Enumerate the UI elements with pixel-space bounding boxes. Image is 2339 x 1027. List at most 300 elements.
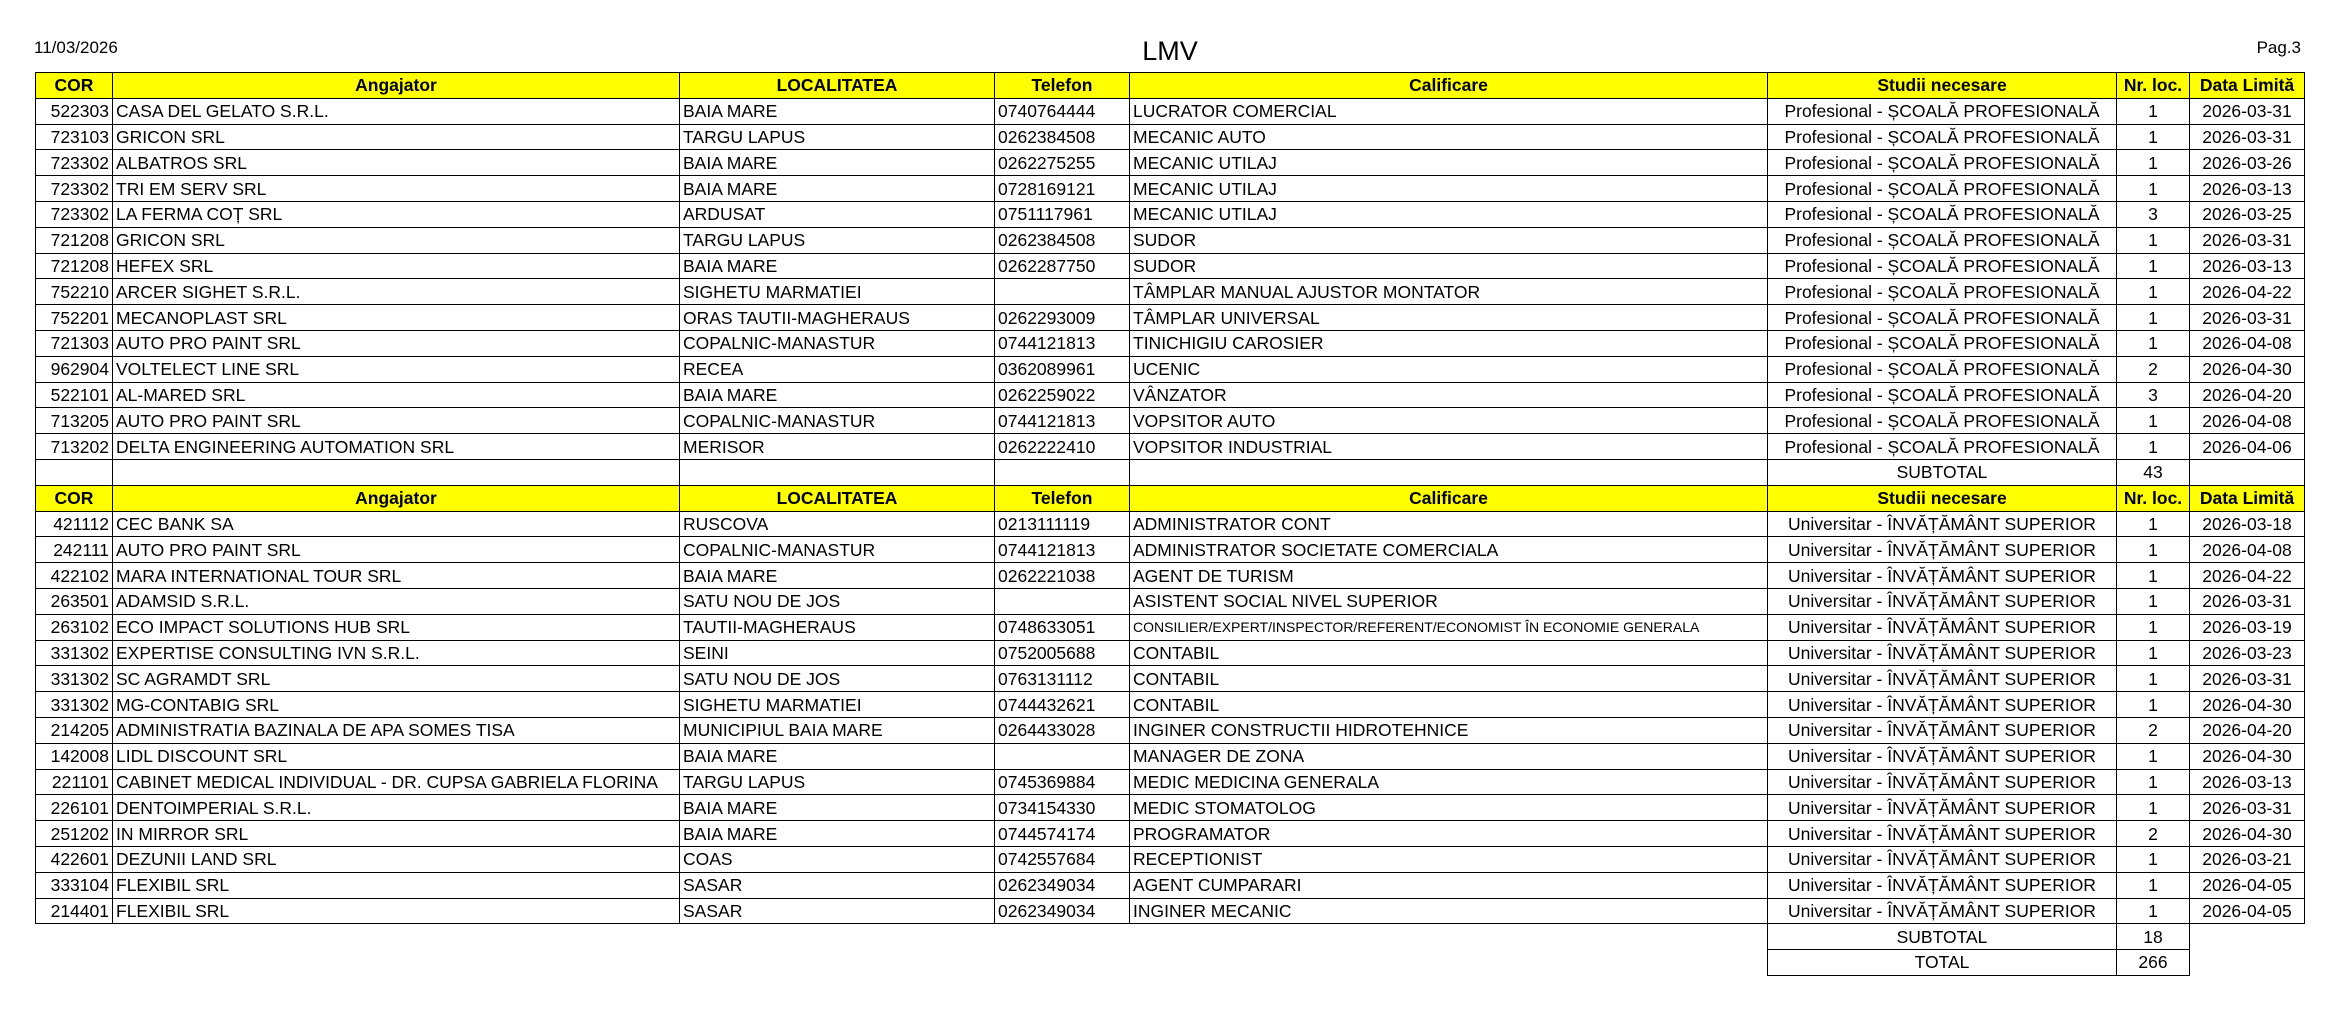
cell-data-limita: 2026-03-19	[2190, 614, 2305, 640]
cell-data-limita: 2026-04-05	[2190, 872, 2305, 898]
cell-studii: Profesional - ȘCOALĂ PROFESIONALĂ	[1768, 150, 2117, 176]
empty-cell	[113, 950, 680, 976]
empty-cell	[113, 924, 680, 950]
column-header-calificare: Calificare	[1130, 485, 1768, 511]
cell-localitate: RUSCOVA	[680, 511, 995, 537]
cell-nr-loc: 1	[2117, 563, 2190, 589]
cell-studii: Universitar - ÎNVĂȚĂMÂNT SUPERIOR	[1768, 898, 2117, 924]
cell-telefon: 0262384508	[995, 227, 1130, 253]
cell-localitate: COPALNIC-MANASTUR	[680, 408, 995, 434]
cell-cor: 263501	[36, 588, 113, 614]
cell-localitate: SEINI	[680, 640, 995, 666]
cell-calificare: CONTABIL	[1130, 666, 1768, 692]
cell-calificare: CONSILIER/EXPERT/INSPECTOR/REFERENT/ECONOMIST ÎN ECONOMIE GENERALA	[1130, 614, 1768, 640]
column-header-studii: Studii necesare	[1768, 73, 2117, 99]
empty-cell	[113, 459, 680, 485]
cell-nr-loc: 1	[2117, 253, 2190, 279]
report-date: 11/03/2026	[34, 38, 118, 57]
table-row	[36, 769, 2305, 795]
cell-data-limita: 2026-04-05	[2190, 898, 2305, 924]
cell-telefon: 0362089961	[995, 356, 1130, 382]
cell-telefon: 0262384508	[995, 124, 1130, 150]
cell-nr-loc: 1	[2117, 408, 2190, 434]
table-row	[36, 666, 2305, 692]
cell-studii: Profesional - ȘCOALĂ PROFESIONALĂ	[1768, 408, 2117, 434]
cell-studii: Profesional - ȘCOALĂ PROFESIONALĂ	[1768, 356, 2117, 382]
cell-angajator: MARA INTERNATIONAL TOUR SRL	[113, 563, 680, 589]
cell-nr-loc: 1	[2117, 330, 2190, 356]
cell-angajator: CASA DEL GELATO S.R.L.	[113, 98, 680, 124]
cell-localitate: BAIA MARE	[680, 176, 995, 202]
empty-cell	[36, 459, 113, 485]
cell-nr-loc: 1	[2117, 846, 2190, 872]
cell-telefon: 0262275255	[995, 150, 1130, 176]
cell-calificare: CONTABIL	[1130, 640, 1768, 666]
cell-calificare: VÂNZATOR	[1130, 382, 1768, 408]
cell-calificare: SUDOR	[1130, 253, 1768, 279]
cell-data-limita: 2026-04-20	[2190, 382, 2305, 408]
cell-telefon: 0262349034	[995, 898, 1130, 924]
cell-localitate: COPALNIC-MANASTUR	[680, 537, 995, 563]
cell-cor: 721303	[36, 330, 113, 356]
table-row	[36, 434, 2305, 460]
cell-angajator: LIDL DISCOUNT SRL	[113, 743, 680, 769]
cell-data-limita: 2026-03-23	[2190, 640, 2305, 666]
cell-nr-loc: 1	[2117, 588, 2190, 614]
cell-localitate: COPALNIC-MANASTUR	[680, 330, 995, 356]
cell-telefon: 0213111119	[995, 511, 1130, 537]
report-title: LMV	[1142, 36, 1198, 66]
cell-nr-loc: 1	[2117, 872, 2190, 898]
subtotal-row-1-label: SUBTOTAL	[1768, 459, 2117, 485]
table-row	[36, 640, 2305, 666]
cell-cor: 221101	[36, 769, 113, 795]
cell-cor: 263102	[36, 614, 113, 640]
cell-cor: 251202	[36, 821, 113, 847]
cell-telefon: 0763131112	[995, 666, 1130, 692]
cell-telefon	[995, 743, 1130, 769]
cell-cor: 723302	[36, 201, 113, 227]
cell-calificare: MANAGER DE ZONA	[1130, 743, 1768, 769]
cell-data-limita: 2026-03-21	[2190, 846, 2305, 872]
cell-telefon: 0262259022	[995, 382, 1130, 408]
column-header-localitate: LOCALITATEA	[680, 73, 995, 99]
cell-calificare: MEDIC MEDICINA GENERALA	[1130, 769, 1768, 795]
cell-calificare: AGENT DE TURISM	[1130, 563, 1768, 589]
cell-telefon: 0728169121	[995, 176, 1130, 202]
cell-angajator: ADAMSID S.R.L.	[113, 588, 680, 614]
column-header-data-limita: Data Limită	[2190, 485, 2305, 511]
empty-cell	[36, 950, 113, 976]
table-row	[36, 563, 2305, 589]
cell-nr-loc: 1	[2117, 150, 2190, 176]
cell-studii: Profesional - ȘCOALĂ PROFESIONALĂ	[1768, 330, 2117, 356]
cell-cor: 331302	[36, 692, 113, 718]
cell-studii: Profesional - ȘCOALĂ PROFESIONALĂ	[1768, 124, 2117, 150]
cell-calificare: CONTABIL	[1130, 692, 1768, 718]
cell-localitate: ORAS TAUTII-MAGHERAUS	[680, 305, 995, 331]
cell-studii: Profesional - ȘCOALĂ PROFESIONALĂ	[1768, 253, 2117, 279]
cell-cor: 422102	[36, 563, 113, 589]
cell-calificare: VOPSITOR INDUSTRIAL	[1130, 434, 1768, 460]
cell-calificare: ADMINISTRATOR SOCIETATE COMERCIALA	[1130, 537, 1768, 563]
cell-studii: Profesional - ȘCOALĂ PROFESIONALĂ	[1768, 227, 2117, 253]
subtotal-row-2	[36, 924, 2305, 950]
cell-telefon: 0742557684	[995, 846, 1130, 872]
cell-telefon: 0262222410	[995, 434, 1130, 460]
table-body	[36, 73, 2305, 976]
cell-data-limita: 2026-04-30	[2190, 821, 2305, 847]
cell-studii: Universitar - ÎNVĂȚĂMÂNT SUPERIOR	[1768, 563, 2117, 589]
cell-localitate: MERISOR	[680, 434, 995, 460]
cell-nr-loc: 1	[2117, 124, 2190, 150]
subtotal-row-2-value: 18	[2117, 924, 2190, 950]
cell-studii: Universitar - ÎNVĂȚĂMÂNT SUPERIOR	[1768, 614, 2117, 640]
cell-telefon: 0264433028	[995, 717, 1130, 743]
cell-calificare: MEDIC STOMATOLOG	[1130, 795, 1768, 821]
cell-cor: 226101	[36, 795, 113, 821]
cell-angajator: ARCER SIGHET S.R.L.	[113, 279, 680, 305]
empty-cell	[2190, 459, 2305, 485]
empty-cell	[1130, 950, 1768, 976]
cell-cor: 962904	[36, 356, 113, 382]
cell-cor: 214401	[36, 898, 113, 924]
total-row	[36, 950, 2305, 976]
job-vacancies-table	[35, 72, 2305, 976]
subtotal-row-1-value: 43	[2117, 459, 2190, 485]
table-row	[36, 253, 2305, 279]
total-row-value: 266	[2117, 950, 2190, 976]
cell-localitate: BAIA MARE	[680, 743, 995, 769]
cell-angajator: GRICON SRL	[113, 227, 680, 253]
cell-nr-loc: 1	[2117, 434, 2190, 460]
cell-studii: Universitar - ÎNVĂȚĂMÂNT SUPERIOR	[1768, 821, 2117, 847]
cell-angajator: AUTO PRO PAINT SRL	[113, 408, 680, 434]
cell-cor: 752201	[36, 305, 113, 331]
cell-angajator: AUTO PRO PAINT SRL	[113, 330, 680, 356]
cell-telefon: 0740764444	[995, 98, 1130, 124]
table-row	[36, 846, 2305, 872]
cell-telefon: 0262349034	[995, 872, 1130, 898]
cell-cor: 713205	[36, 408, 113, 434]
column-header-calificare: Calificare	[1130, 73, 1768, 99]
column-header-nr-loc: Nr. loc.	[2117, 73, 2190, 99]
cell-cor: 242111	[36, 537, 113, 563]
cell-cor: 723103	[36, 124, 113, 150]
cell-cor: 723302	[36, 150, 113, 176]
cell-cor: 721208	[36, 227, 113, 253]
table-row	[36, 98, 2305, 124]
cell-angajator: DENTOIMPERIAL S.R.L.	[113, 795, 680, 821]
table-row	[36, 614, 2305, 640]
cell-data-limita: 2026-03-13	[2190, 769, 2305, 795]
cell-data-limita: 2026-03-31	[2190, 666, 2305, 692]
cell-studii: Profesional - ȘCOALĂ PROFESIONALĂ	[1768, 305, 2117, 331]
cell-studii: Universitar - ÎNVĂȚĂMÂNT SUPERIOR	[1768, 692, 2117, 718]
table-row	[36, 279, 2305, 305]
cell-telefon: 0744121813	[995, 537, 1130, 563]
cell-data-limita: 2026-04-06	[2190, 434, 2305, 460]
empty-cell	[680, 950, 995, 976]
table-row	[36, 821, 2305, 847]
cell-studii: Universitar - ÎNVĂȚĂMÂNT SUPERIOR	[1768, 717, 2117, 743]
cell-cor: 522303	[36, 98, 113, 124]
column-header-angajator: Angajator	[113, 485, 680, 511]
cell-data-limita: 2026-03-31	[2190, 227, 2305, 253]
column-header-nr-loc: Nr. loc.	[2117, 485, 2190, 511]
cell-localitate: COAS	[680, 846, 995, 872]
cell-angajator: LA FERMA COȚ SRL	[113, 201, 680, 227]
cell-angajator: AUTO PRO PAINT SRL	[113, 537, 680, 563]
cell-calificare: ASISTENT SOCIAL NIVEL SUPERIOR	[1130, 588, 1768, 614]
cell-data-limita: 2026-04-08	[2190, 330, 2305, 356]
cell-studii: Universitar - ÎNVĂȚĂMÂNT SUPERIOR	[1768, 872, 2117, 898]
table-row	[36, 382, 2305, 408]
cell-studii: Profesional - ȘCOALĂ PROFESIONALĂ	[1768, 434, 2117, 460]
cell-studii: Universitar - ÎNVĂȚĂMÂNT SUPERIOR	[1768, 640, 2117, 666]
cell-nr-loc: 1	[2117, 176, 2190, 202]
cell-angajator: DELTA ENGINEERING AUTOMATION SRL	[113, 434, 680, 460]
table-row	[36, 176, 2305, 202]
cell-cor: 752210	[36, 279, 113, 305]
cell-studii: Universitar - ÎNVĂȚĂMÂNT SUPERIOR	[1768, 511, 2117, 537]
cell-localitate: BAIA MARE	[680, 253, 995, 279]
table-row	[36, 408, 2305, 434]
cell-calificare: ADMINISTRATOR CONT	[1130, 511, 1768, 537]
cell-studii: Profesional - ȘCOALĂ PROFESIONALĂ	[1768, 176, 2117, 202]
cell-studii: Universitar - ÎNVĂȚĂMÂNT SUPERIOR	[1768, 769, 2117, 795]
section1-header-row	[36, 73, 2305, 99]
cell-angajator: MECANOPLAST SRL	[113, 305, 680, 331]
cell-cor: 723302	[36, 176, 113, 202]
cell-data-limita: 2026-04-20	[2190, 717, 2305, 743]
column-header-angajator: Angajator	[113, 73, 680, 99]
cell-telefon	[995, 279, 1130, 305]
cell-calificare: PROGRAMATOR	[1130, 821, 1768, 847]
cell-data-limita: 2026-03-18	[2190, 511, 2305, 537]
cell-telefon: 0744121813	[995, 408, 1130, 434]
cell-localitate: SASAR	[680, 872, 995, 898]
cell-data-limita: 2026-04-30	[2190, 356, 2305, 382]
cell-cor: 142008	[36, 743, 113, 769]
table-row	[36, 588, 2305, 614]
cell-data-limita: 2026-04-22	[2190, 279, 2305, 305]
subtotal-row-1	[36, 459, 2305, 485]
cell-studii: Profesional - ȘCOALĂ PROFESIONALĂ	[1768, 98, 2117, 124]
cell-angajator: IN MIRROR SRL	[113, 821, 680, 847]
cell-nr-loc: 1	[2117, 692, 2190, 718]
cell-data-limita: 2026-03-13	[2190, 253, 2305, 279]
cell-calificare: MECANIC UTILAJ	[1130, 150, 1768, 176]
cell-nr-loc: 1	[2117, 227, 2190, 253]
empty-cell	[1130, 459, 1768, 485]
column-header-localitate: LOCALITATEA	[680, 485, 995, 511]
cell-telefon: 0748633051	[995, 614, 1130, 640]
cell-telefon: 0745369884	[995, 769, 1130, 795]
cell-angajator: SC AGRAMDT SRL	[113, 666, 680, 692]
empty-cell	[2190, 950, 2305, 976]
cell-data-limita: 2026-03-25	[2190, 201, 2305, 227]
cell-angajator: EXPERTISE CONSULTING IVN S.R.L.	[113, 640, 680, 666]
column-header-studii: Studii necesare	[1768, 485, 2117, 511]
cell-angajator: VOLTELECT LINE SRL	[113, 356, 680, 382]
cell-cor: 422601	[36, 846, 113, 872]
cell-studii: Universitar - ÎNVĂȚĂMÂNT SUPERIOR	[1768, 846, 2117, 872]
cell-cor: 333104	[36, 872, 113, 898]
cell-calificare: TINICHIGIU CAROSIER	[1130, 330, 1768, 356]
cell-localitate: TAUTII-MAGHERAUS	[680, 614, 995, 640]
table-row	[36, 898, 2305, 924]
cell-calificare: VOPSITOR AUTO	[1130, 408, 1768, 434]
cell-angajator: CABINET MEDICAL INDIVIDUAL - DR. CUPSA GABRIELA FLORINA	[113, 769, 680, 795]
cell-cor: 331302	[36, 666, 113, 692]
table-row	[36, 330, 2305, 356]
empty-cell	[995, 950, 1130, 976]
section2-header-row	[36, 485, 2305, 511]
cell-nr-loc: 1	[2117, 795, 2190, 821]
cell-calificare: MECANIC UTILAJ	[1130, 176, 1768, 202]
column-header-cor: COR	[36, 485, 113, 511]
cell-studii: Universitar - ÎNVĂȚĂMÂNT SUPERIOR	[1768, 588, 2117, 614]
cell-data-limita: 2026-03-31	[2190, 305, 2305, 331]
cell-angajator: HEFEX SRL	[113, 253, 680, 279]
table-row	[36, 511, 2305, 537]
cell-data-limita: 2026-04-08	[2190, 408, 2305, 434]
cell-localitate: SASAR	[680, 898, 995, 924]
cell-calificare: TÂMPLAR UNIVERSAL	[1130, 305, 1768, 331]
cell-data-limita: 2026-03-31	[2190, 588, 2305, 614]
cell-nr-loc: 1	[2117, 743, 2190, 769]
cell-localitate: MUNICIPIUL BAIA MARE	[680, 717, 995, 743]
empty-cell	[995, 924, 1130, 950]
cell-telefon: 0734154330	[995, 795, 1130, 821]
column-header-telefon: Telefon	[995, 73, 1130, 99]
cell-calificare: MECANIC UTILAJ	[1130, 201, 1768, 227]
cell-localitate: SATU NOU DE JOS	[680, 588, 995, 614]
cell-data-limita: 2026-03-13	[2190, 176, 2305, 202]
cell-telefon: 0262221038	[995, 563, 1130, 589]
cell-nr-loc: 3	[2117, 382, 2190, 408]
cell-telefon: 0751117961	[995, 201, 1130, 227]
cell-calificare: UCENIC	[1130, 356, 1768, 382]
table-row	[36, 124, 2305, 150]
table-row	[36, 201, 2305, 227]
cell-nr-loc: 2	[2117, 717, 2190, 743]
cell-angajator: TRI EM SERV SRL	[113, 176, 680, 202]
column-header-cor: COR	[36, 73, 113, 99]
cell-localitate: SIGHETU MARMATIEI	[680, 279, 995, 305]
cell-cor: 522101	[36, 382, 113, 408]
total-row-label: TOTAL	[1768, 950, 2117, 976]
cell-studii: Profesional - ȘCOALĂ PROFESIONALĂ	[1768, 201, 2117, 227]
cell-data-limita: 2026-04-30	[2190, 692, 2305, 718]
table-row	[36, 795, 2305, 821]
cell-studii: Universitar - ÎNVĂȚĂMÂNT SUPERIOR	[1768, 795, 2117, 821]
cell-nr-loc: 1	[2117, 614, 2190, 640]
cell-cor: 421112	[36, 511, 113, 537]
table-row	[36, 305, 2305, 331]
cell-calificare: RECEPTIONIST	[1130, 846, 1768, 872]
cell-data-limita: 2026-04-30	[2190, 743, 2305, 769]
cell-telefon: 0262293009	[995, 305, 1130, 331]
cell-telefon	[995, 588, 1130, 614]
cell-nr-loc: 2	[2117, 821, 2190, 847]
cell-localitate: BAIA MARE	[680, 563, 995, 589]
cell-nr-loc: 1	[2117, 305, 2190, 331]
cell-data-limita: 2026-03-31	[2190, 98, 2305, 124]
table-row	[36, 537, 2305, 563]
column-header-data-limita: Data Limită	[2190, 73, 2305, 99]
cell-data-limita: 2026-03-26	[2190, 150, 2305, 176]
cell-localitate: RECEA	[680, 356, 995, 382]
cell-angajator: FLEXIBIL SRL	[113, 898, 680, 924]
cell-angajator: ADMINISTRATIA BAZINALA DE APA SOMES TISA	[113, 717, 680, 743]
cell-telefon: 0744432621	[995, 692, 1130, 718]
column-header-telefon: Telefon	[995, 485, 1130, 511]
cell-cor: 331302	[36, 640, 113, 666]
cell-telefon: 0744574174	[995, 821, 1130, 847]
cell-studii: Universitar - ÎNVĂȚĂMÂNT SUPERIOR	[1768, 537, 2117, 563]
cell-nr-loc: 1	[2117, 98, 2190, 124]
cell-angajator: AL-MARED SRL	[113, 382, 680, 408]
cell-localitate: BAIA MARE	[680, 795, 995, 821]
cell-angajator: GRICON SRL	[113, 124, 680, 150]
cell-nr-loc: 1	[2117, 898, 2190, 924]
cell-angajator: MG-CONTABIG SRL	[113, 692, 680, 718]
cell-cor: 713202	[36, 434, 113, 460]
subtotal-row-2-label: SUBTOTAL	[1768, 924, 2117, 950]
cell-nr-loc: 1	[2117, 511, 2190, 537]
cell-nr-loc: 1	[2117, 640, 2190, 666]
cell-telefon: 0744121813	[995, 330, 1130, 356]
cell-localitate: TARGU LAPUS	[680, 124, 995, 150]
cell-calificare: TÂMPLAR MANUAL AJUSTOR MONTATOR	[1130, 279, 1768, 305]
cell-studii: Universitar - ÎNVĂȚĂMÂNT SUPERIOR	[1768, 743, 2117, 769]
cell-studii: Profesional - ȘCOALĂ PROFESIONALĂ	[1768, 382, 2117, 408]
cell-nr-loc: 1	[2117, 666, 2190, 692]
cell-nr-loc: 1	[2117, 279, 2190, 305]
empty-cell	[2190, 924, 2305, 950]
cell-localitate: BAIA MARE	[680, 98, 995, 124]
cell-localitate: TARGU LAPUS	[680, 769, 995, 795]
table-row	[36, 743, 2305, 769]
cell-angajator: ALBATROS SRL	[113, 150, 680, 176]
cell-calificare: INGINER CONSTRUCTII HIDROTEHNICE	[1130, 717, 1768, 743]
cell-cor: 721208	[36, 253, 113, 279]
cell-calificare: INGINER MECANIC	[1130, 898, 1768, 924]
table-row	[36, 872, 2305, 898]
cell-angajator: CEC BANK SA	[113, 511, 680, 537]
cell-angajator: ECO IMPACT SOLUTIONS HUB SRL	[113, 614, 680, 640]
table-row	[36, 717, 2305, 743]
cell-data-limita: 2026-03-31	[2190, 795, 2305, 821]
cell-cor: 214205	[36, 717, 113, 743]
cell-angajator: FLEXIBIL SRL	[113, 872, 680, 898]
page-number: Pag.3	[2256, 38, 2301, 57]
cell-nr-loc: 1	[2117, 537, 2190, 563]
cell-localitate: BAIA MARE	[680, 382, 995, 408]
empty-cell	[36, 924, 113, 950]
cell-calificare: LUCRATOR COMERCIAL	[1130, 98, 1768, 124]
cell-nr-loc: 3	[2117, 201, 2190, 227]
cell-localitate: SATU NOU DE JOS	[680, 666, 995, 692]
empty-cell	[680, 459, 995, 485]
cell-calificare: MECANIC AUTO	[1130, 124, 1768, 150]
cell-studii: Universitar - ÎNVĂȚĂMÂNT SUPERIOR	[1768, 666, 2117, 692]
cell-calificare: AGENT CUMPARARI	[1130, 872, 1768, 898]
empty-cell	[680, 924, 995, 950]
cell-localitate: TARGU LAPUS	[680, 227, 995, 253]
